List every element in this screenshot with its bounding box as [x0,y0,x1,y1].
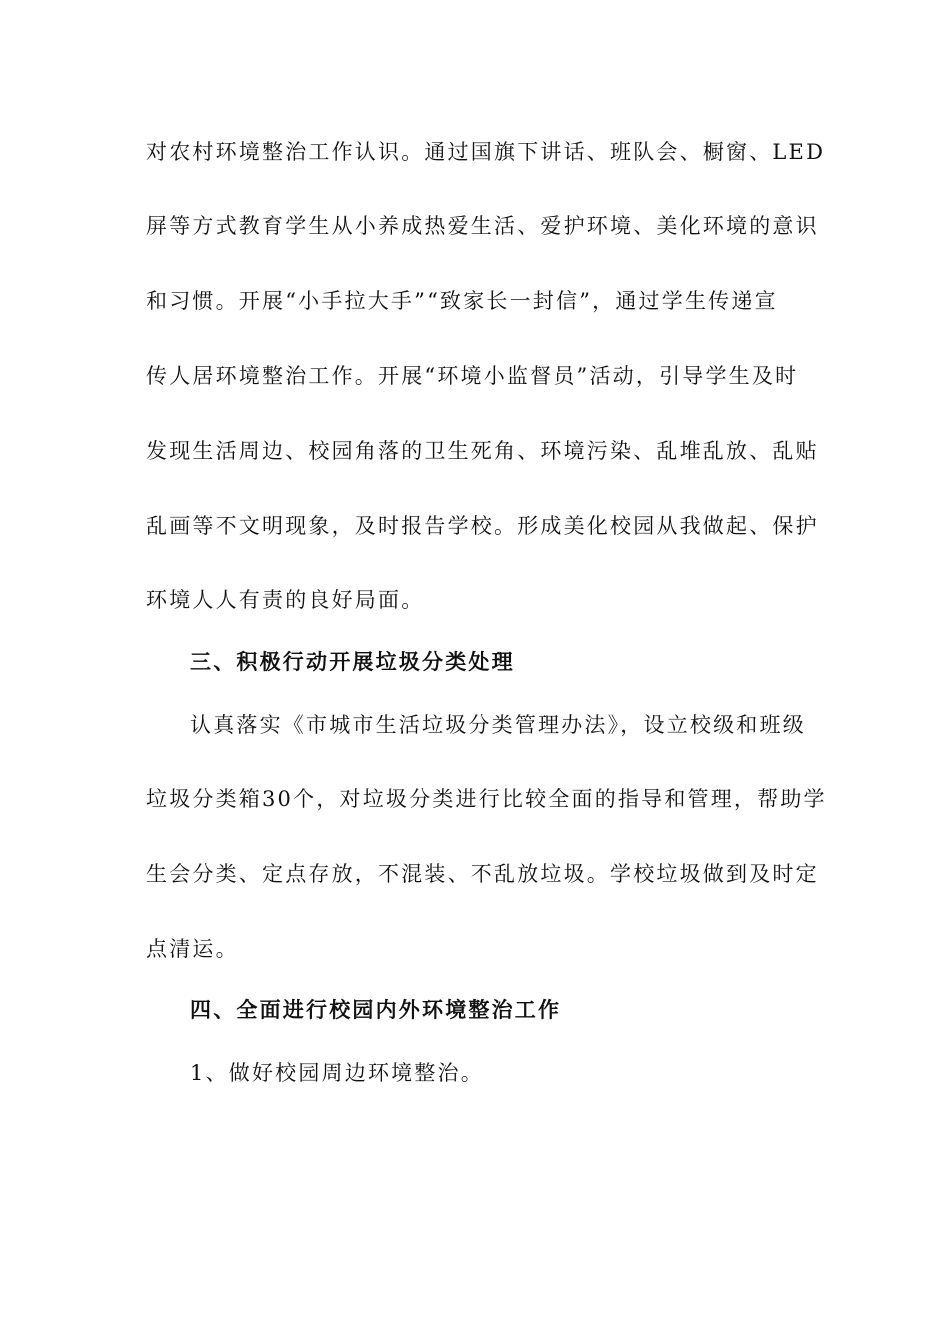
paragraph-line: 发现生活周边、校园角落的卫生死角、环境污染、乱堆乱放、乱贴 [146,439,819,463]
paragraph-line: 认真落实《市城市生活垃圾分类管理办法》，设立校级和班级 [190,713,806,737]
paragraph-line: 垃圾分类箱30个，对垃圾分类进行比较全面的指导和管理，帮助学 [146,787,827,811]
section-heading-3: 三、积极行动开展垃圾分类处理 [190,649,515,674]
paragraph-line: 乱画等不文明现象，及时报告学校。形成美化校园从我做起、保护 [146,514,819,538]
paragraph-line: 传人居环境整治工作。开展“环境小监督员”活动，引导学生及时 [146,364,799,388]
paragraph-line: 屏等方式教育学生从小养成热爱生活、爱护环境、美化环境的意识 [146,214,819,238]
paragraph-line: 点清运。 [146,937,239,961]
section-heading-4: 四、全面进行校园内外环境整治工作 [190,997,562,1022]
paragraph-line: 环境人人有责的良好局面。 [146,588,425,612]
paragraph-line: 和习惯。开展“小手拉大手”“致家长一封信”，通过学生传递宣 [146,289,778,313]
paragraph-line: 对农村环境整治工作认识。通过国旗下讲话、班队会、橱窗、LED [146,140,826,164]
list-item: 1、做好校园周边环境整治。 [190,1061,484,1085]
paragraph-line: 生会分类、定点存放，不混装、不乱放垃圾。学校垃圾做到及时定 [146,862,819,886]
